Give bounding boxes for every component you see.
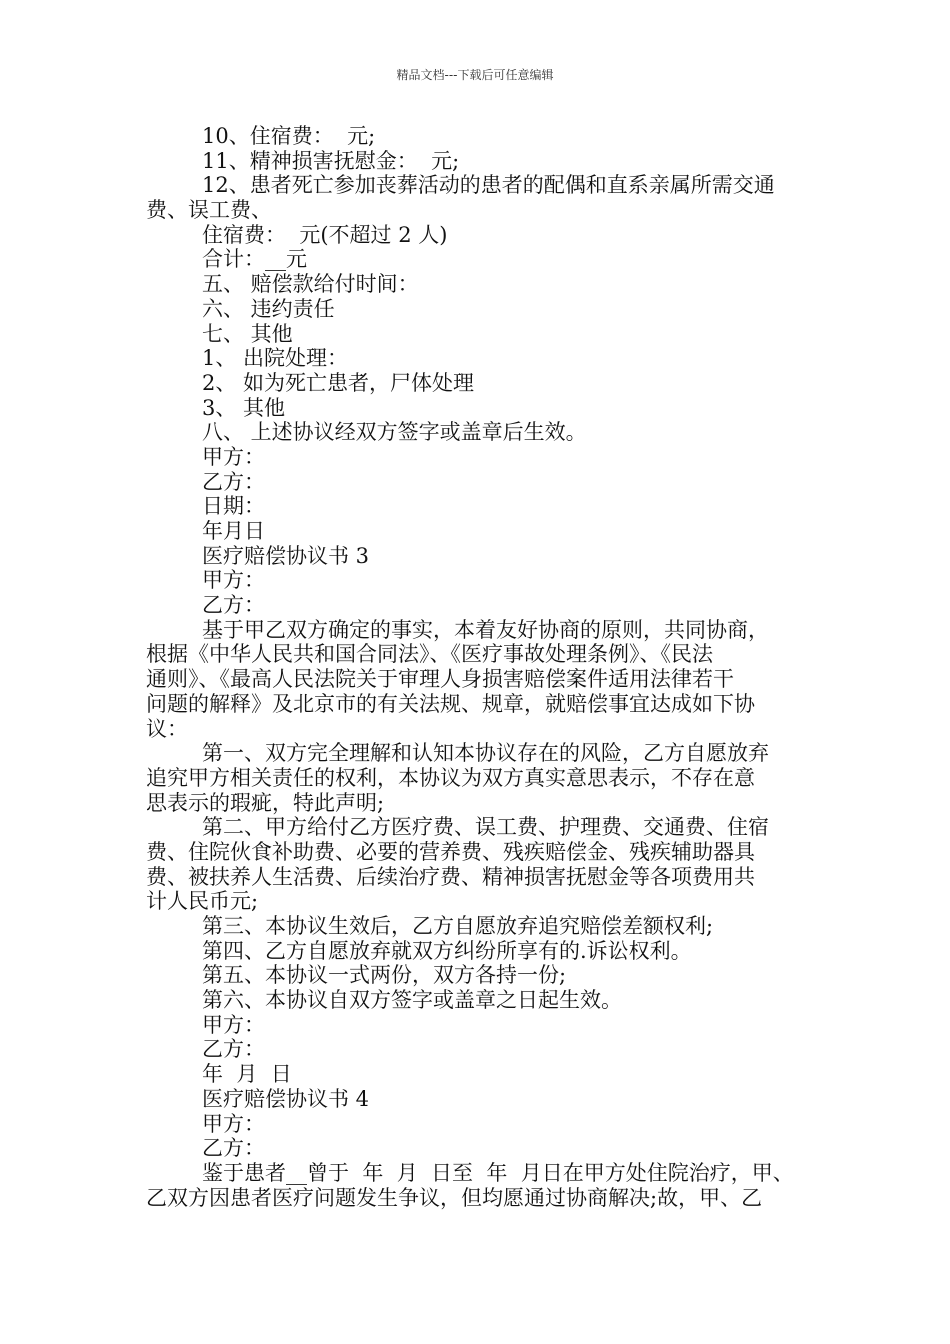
document-line: 问题的解释》及北京市的有关法规、规章，就赔偿事宜达成如下协 bbox=[146, 691, 755, 716]
document-line: 费、被扶养人生活费、后续治疗费、精神损害抚慰金等各项费用共 bbox=[146, 864, 755, 889]
document-line: 甲方： bbox=[202, 1012, 265, 1037]
document-line: 费、误工费、 bbox=[146, 198, 272, 223]
document-line: 五、 赔偿款给付时间： bbox=[202, 272, 419, 297]
document-line: 思表示的瑕疵，特此声明; bbox=[146, 790, 385, 815]
document-line: 费、住院伙食补助费、必要的营养费、残疾赔偿金、残疾辅助器具 bbox=[146, 839, 755, 864]
document-line: 年月日 bbox=[202, 519, 265, 543]
document-line: 住宿费： 元(不超过 2 人) bbox=[202, 222, 448, 247]
document-line: 根据《中华人民共和国合同法》、《医疗事故处理条例》、《民法 bbox=[146, 642, 713, 667]
document-line: 六、 违约责任 bbox=[202, 296, 335, 321]
document-body bbox=[146, 124, 822, 1210]
document-line: 第五、本协议一式两份，双方各持一份; bbox=[202, 963, 567, 988]
document-line: 合计：__元 bbox=[202, 247, 307, 272]
document-line: 第二、甲方给付乙方医疗费、误工费、护理费、交通费、住宿 bbox=[202, 815, 769, 840]
document-line: 12、患者死亡参加丧葬活动的患者的配偶和直系亲属所需交通 bbox=[202, 173, 775, 198]
document-line: 甲方： bbox=[202, 1111, 265, 1136]
document-line: 11、精神损害抚慰金： 元; bbox=[202, 148, 460, 173]
document-line: 医疗赔偿协议书 4 bbox=[202, 1086, 370, 1111]
document-line: 乙方： bbox=[202, 1136, 265, 1161]
document-line: 医疗赔偿协议书 3 bbox=[202, 543, 370, 568]
document-line: 通则》、《最高人民法院关于审理人身损害赔偿案件适用法律若干 bbox=[146, 667, 734, 692]
document-line: 追究甲方相关责任的权利，本协议为双方真实意思表示，不存在意 bbox=[146, 765, 755, 790]
document-line: 10、住宿费： 元; bbox=[202, 124, 376, 148]
document-line: 鉴于患者__曾于 年 月 日至 年 月日在甲方处住院治疗，甲、 bbox=[202, 1160, 794, 1185]
document-line: 乙双方因患者医疗问题发生争议，但均愿通过协商解决;故，甲、乙 bbox=[146, 1185, 763, 1210]
document-line: 日期： bbox=[202, 494, 265, 519]
document-line: 第六、本协议自双方签字或盖章之日起生效。 bbox=[202, 988, 622, 1013]
document-line: 乙方： bbox=[202, 469, 265, 494]
document-line: 计人民币元; bbox=[146, 889, 259, 914]
document-line: 乙方： bbox=[202, 1037, 265, 1062]
document-line: 年 月 日 bbox=[202, 1062, 292, 1087]
document-line: 2、 如为死亡患者，尸体处理 bbox=[202, 370, 475, 395]
document-line: 甲方： bbox=[202, 568, 265, 593]
document-line: 议： bbox=[146, 716, 188, 741]
document-line: 第三、本协议生效后，乙方自愿放弃追究赔偿差额权利; bbox=[202, 914, 714, 938]
document-line: 第四、乙方自愿放弃就双方纠纷所享有的.诉讼权利。 bbox=[202, 938, 692, 963]
page-header: 精品文档---下载后可任意编辑 bbox=[396, 68, 554, 82]
document-line: 乙方： bbox=[202, 593, 265, 618]
document-line: 基于甲乙双方确定的事实，本着友好协商的原则，共同协商， bbox=[202, 617, 769, 642]
document-line: 第一、双方完全理解和认知本协议存在的风险，乙方自愿放弃 bbox=[202, 741, 769, 766]
document-line: 甲方： bbox=[202, 444, 265, 469]
document-line: 七、 其他 bbox=[202, 321, 293, 346]
document-line: 3、 其他 bbox=[202, 395, 286, 420]
document-line: 八、 上述协议经双方签字或盖章后生效。 bbox=[202, 420, 587, 445]
document-line: 1、 出院处理： bbox=[202, 346, 349, 371]
